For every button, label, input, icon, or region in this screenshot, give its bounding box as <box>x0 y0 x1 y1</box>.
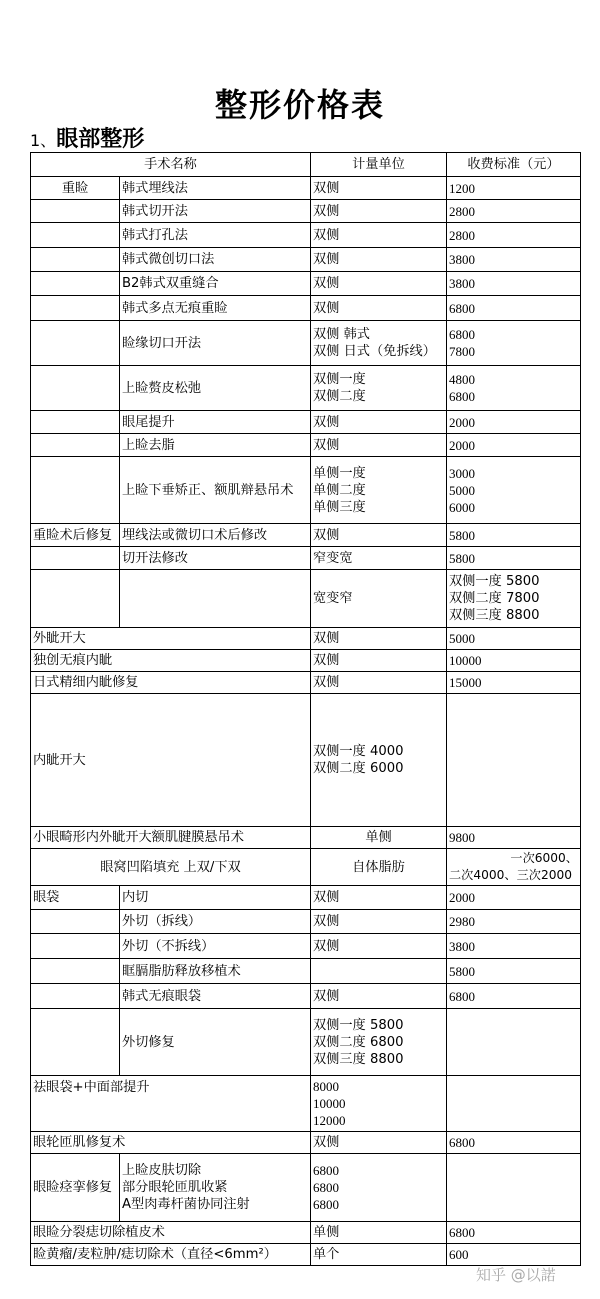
table-row <box>31 934 581 959</box>
name-cell: 日式精细内眦修复 <box>31 672 311 694</box>
unit-cell: 双侧 <box>311 177 447 200</box>
price-cell: 10000 <box>447 650 581 672</box>
category-cell <box>31 366 120 411</box>
price-cell: 5000 <box>447 628 581 650</box>
category-cell <box>31 411 120 434</box>
table-row <box>31 886 581 910</box>
table-row <box>31 1132 581 1154</box>
unit-line: 双侧二度 <box>313 389 366 404</box>
category-cell <box>31 1009 120 1076</box>
page-title: 整形价格表 <box>214 86 385 124</box>
price-cell: 2800 <box>447 200 581 223</box>
unit-line: 单侧二度 <box>313 482 366 498</box>
price-cell: 2000 <box>447 886 581 910</box>
price-cell: 2980 <box>447 910 581 934</box>
category-cell <box>31 200 120 223</box>
name-cell: 外切（不拆线） <box>120 934 311 959</box>
unit-cell: 双侧 <box>311 223 447 248</box>
unit-cell <box>311 321 447 366</box>
name-cell: 上睑赘皮松弛 <box>120 366 311 411</box>
section-heading <box>30 122 144 153</box>
table-row <box>31 434 581 457</box>
table-row <box>31 296 581 321</box>
name-line: 上睑皮肤切除 <box>122 1163 202 1178</box>
unit-cell: 双侧 <box>311 934 447 959</box>
unit-cell: 双侧 <box>311 272 447 296</box>
unit-cell <box>311 694 447 827</box>
price-cell: 9800 <box>447 827 581 849</box>
table-row <box>31 524 581 547</box>
category-cell <box>31 910 120 934</box>
name-cell: 埋线法或微切口术后修改 <box>120 524 311 547</box>
table-row <box>31 547 581 570</box>
table-row <box>31 910 581 934</box>
price-cell: 1200 <box>447 177 581 200</box>
name-cell: 眼尾提升 <box>120 411 311 434</box>
unit-line: 6800 <box>313 1163 339 1178</box>
header-name: 手术名称 <box>31 153 311 177</box>
unit-line: 单侧三度 <box>313 499 366 515</box>
unit-cell: 双侧 <box>311 200 447 223</box>
unit-line: 双侧 韩式 <box>313 327 370 342</box>
category-cell <box>31 248 120 272</box>
price-cell <box>447 694 581 827</box>
price-cell <box>447 570 581 628</box>
unit-cell: 双侧 <box>311 672 447 694</box>
unit-line: 双侧一度 5800 <box>313 1017 404 1033</box>
price-line: 二次4000、三次2000 <box>449 868 572 882</box>
price-cell: 5800 <box>447 547 581 570</box>
unit-cell <box>311 959 447 984</box>
price-cell: 15000 <box>447 672 581 694</box>
price-cell: 5800 <box>447 524 581 547</box>
table-row <box>31 248 581 272</box>
table-row <box>31 628 581 650</box>
category-cell <box>31 457 120 524</box>
table-row <box>31 177 581 200</box>
name-cell: 韩式打孔法 <box>120 223 311 248</box>
name-cell <box>120 1154 311 1222</box>
price-cell <box>447 1076 581 1132</box>
table-row <box>31 411 581 434</box>
name-cell: 外眦开大 <box>31 628 311 650</box>
unit-cell: 单侧 <box>311 827 447 849</box>
price-cell <box>447 321 581 366</box>
unit-cell: 双侧 <box>311 248 447 272</box>
header-unit: 计量单位 <box>311 153 447 177</box>
unit-cell: 宽变窄 <box>311 570 447 628</box>
unit-cell: 双侧 <box>311 434 447 457</box>
name-cell: 韩式无痕眼袋 <box>120 984 311 1009</box>
category-cell <box>31 959 120 984</box>
table-row <box>31 672 581 694</box>
unit-cell: 双侧 <box>311 886 447 910</box>
price-line: 双侧三度 8800 <box>449 608 540 623</box>
price-cell: 3800 <box>447 248 581 272</box>
category-cell <box>31 272 120 296</box>
category-cell <box>31 223 120 248</box>
unit-line: 双侧一度 4000 <box>313 744 404 759</box>
name-cell: 眼窝凹陷填充 上双/下双 <box>31 849 311 886</box>
price-cell: 3800 <box>447 272 581 296</box>
name-cell: 上睑下垂矫正、额肌辩悬吊术 <box>120 457 311 524</box>
table-header-row <box>31 153 581 177</box>
price-line: 6800 <box>449 389 475 404</box>
price-line: 双侧二度 7800 <box>449 591 540 606</box>
price-line: 一次6000、 <box>510 851 578 865</box>
category-cell <box>31 934 120 959</box>
table-row <box>31 1009 581 1076</box>
category-cell <box>31 547 120 570</box>
name-line: A型肉毒杆菌协同注射 <box>122 1197 250 1212</box>
table-row <box>31 984 581 1009</box>
section-number: 1、 <box>30 131 57 150</box>
watermark: 知乎 @以諾 <box>476 1266 556 1284</box>
name-cell: 小眼畸形内外眦开大额肌腱膜悬吊术 <box>31 827 311 849</box>
name-cell: 韩式微创切口法 <box>120 248 311 272</box>
category-cell: 眼袋 <box>31 886 120 910</box>
table-row <box>31 1244 581 1266</box>
price-cell <box>447 457 581 524</box>
price-cell: 5800 <box>447 959 581 984</box>
unit-line: 双侧三度 8800 <box>313 1051 404 1067</box>
unit-cell: 双侧 <box>311 650 447 672</box>
name-cell: 睑黄瘤/麦粒肿/痣切除术（直径<6mm²） <box>31 1244 311 1266</box>
table-row <box>31 959 581 984</box>
unit-cell: 窄变宽 <box>311 547 447 570</box>
table-row <box>31 223 581 248</box>
price-cell: 600 <box>447 1244 581 1266</box>
price-cell: 6800 <box>447 296 581 321</box>
name-cell: 眼轮匝肌修复术 <box>31 1132 311 1154</box>
name-cell: 独创无痕内眦 <box>31 650 311 672</box>
unit-line: 6800 <box>313 1197 339 1212</box>
category-cell <box>31 296 120 321</box>
unit-cell: 自体脂肪 <box>311 849 447 886</box>
price-cell: 6800 <box>447 1222 581 1244</box>
section-title: 眼部整形 <box>56 127 145 152</box>
price-cell: 2000 <box>447 411 581 434</box>
header-price: 收费标准（元） <box>447 153 581 177</box>
price-cell <box>447 1009 581 1076</box>
unit-line: 双侧一度 <box>313 372 366 387</box>
name-cell: 内切 <box>120 886 311 910</box>
unit-cell: 双侧 <box>311 984 447 1009</box>
category-cell: 重睑术后修复 <box>31 524 120 547</box>
unit-line: 单侧一度 <box>313 465 366 481</box>
name-cell: 外切修复 <box>120 1009 311 1076</box>
name-cell: 上睑去脂 <box>120 434 311 457</box>
table-row <box>31 200 581 223</box>
table-row <box>31 650 581 672</box>
table-row <box>31 570 581 628</box>
unit-line: 8000 <box>313 1079 339 1094</box>
name-cell: 韩式埋线法 <box>120 177 311 200</box>
price-cell: 3800 <box>447 934 581 959</box>
unit-cell <box>311 366 447 411</box>
unit-cell <box>311 1009 447 1076</box>
category-cell <box>31 984 120 1009</box>
name-cell <box>120 570 311 628</box>
name-cell: 内眦开大 <box>31 694 311 827</box>
unit-cell: 单侧 <box>311 1222 447 1244</box>
unit-line: 双侧 日式（免拆线） <box>313 344 436 359</box>
table-row <box>31 827 581 849</box>
unit-cell: 双侧 <box>311 296 447 321</box>
price-line: 6800 <box>449 327 475 342</box>
unit-cell: 双侧 <box>311 910 447 934</box>
price-line: 3000 <box>449 465 475 481</box>
name-cell: 切开法修改 <box>120 547 311 570</box>
name-cell: 祛眼袋+中面部提升 <box>31 1076 311 1132</box>
price-table <box>30 152 581 1266</box>
name-cell: 外切（拆线） <box>120 910 311 934</box>
table-row <box>31 694 581 827</box>
price-cell: 2000 <box>447 434 581 457</box>
unit-line: 双侧二度 6000 <box>313 761 404 776</box>
price-line: 双侧一度 5800 <box>449 574 540 589</box>
table-row <box>31 1222 581 1244</box>
name-cell: B2韩式双重缝合 <box>120 272 311 296</box>
unit-line: 12000 <box>313 1113 346 1128</box>
name-line: 部分眼轮匝肌收紧 <box>122 1180 228 1195</box>
price-cell <box>447 849 581 886</box>
table-row <box>31 272 581 296</box>
category-cell: 重睑 <box>31 177 120 200</box>
unit-cell <box>311 457 447 524</box>
unit-line: 6800 <box>313 1180 339 1195</box>
table-row <box>31 321 581 366</box>
unit-line: 双侧二度 6800 <box>313 1034 404 1050</box>
category-cell: 眼睑痉挛修复 <box>31 1154 120 1222</box>
unit-cell: 双侧 <box>311 411 447 434</box>
name-cell: 眼睑分裂痣切除植皮术 <box>31 1222 311 1244</box>
table-row <box>31 849 581 886</box>
price-cell <box>447 366 581 411</box>
name-cell: 韩式多点无痕重睑 <box>120 296 311 321</box>
unit-cell: 双侧 <box>311 1132 447 1154</box>
name-cell: 眶膈脂肪释放移植术 <box>120 959 311 984</box>
category-cell <box>31 570 120 628</box>
category-cell <box>31 321 120 366</box>
unit-cell: 单个 <box>311 1244 447 1266</box>
price-cell: 6800 <box>447 984 581 1009</box>
price-cell: 2800 <box>447 223 581 248</box>
price-line: 5000 <box>449 482 475 498</box>
table-row <box>31 366 581 411</box>
unit-cell: 双侧 <box>311 524 447 547</box>
name-cell: 韩式切开法 <box>120 200 311 223</box>
table-row <box>31 1076 581 1132</box>
unit-cell <box>311 1154 447 1222</box>
table-row <box>31 1154 581 1222</box>
unit-line: 10000 <box>313 1096 346 1111</box>
name-cell: 睑缘切口开法 <box>120 321 311 366</box>
table-row <box>31 457 581 524</box>
unit-cell <box>311 1076 447 1132</box>
price-cell <box>447 1154 581 1222</box>
price-cell: 6800 <box>447 1132 581 1154</box>
price-line: 6000 <box>449 499 475 515</box>
price-line: 7800 <box>449 344 475 359</box>
price-line: 4800 <box>449 372 475 387</box>
category-cell <box>31 434 120 457</box>
unit-cell: 双侧 <box>311 628 447 650</box>
